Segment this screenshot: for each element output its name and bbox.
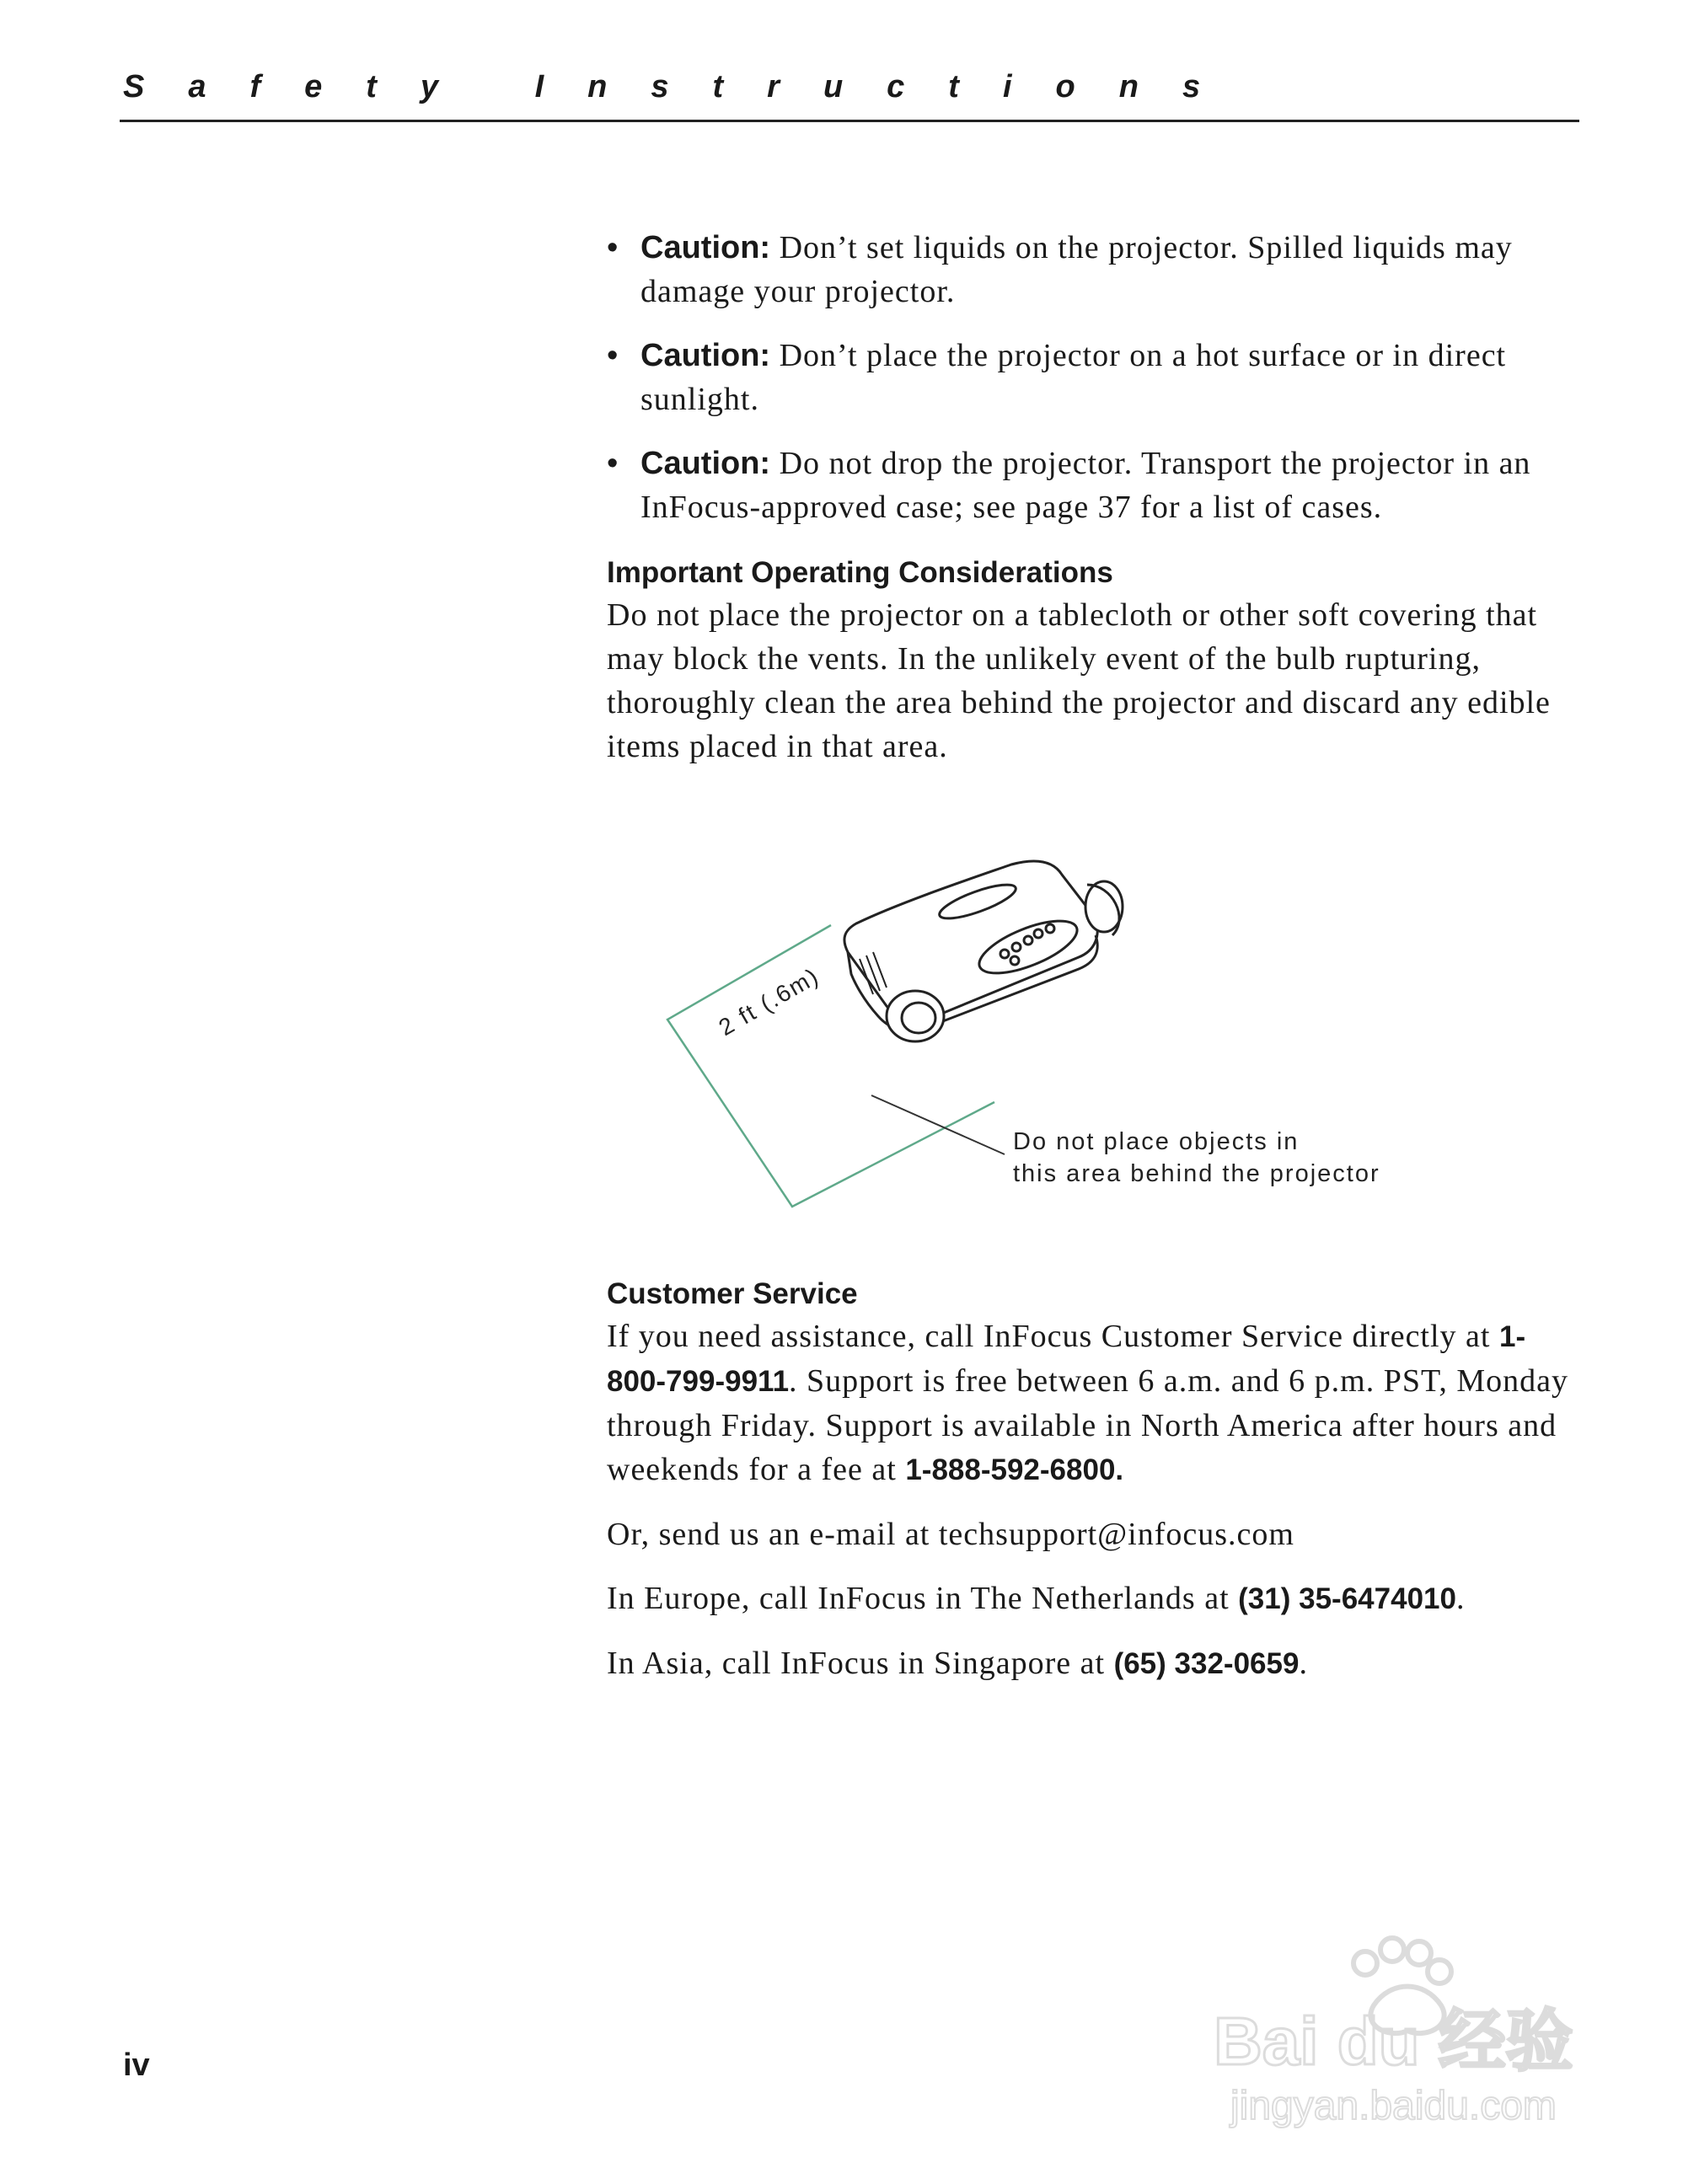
europe-text: In Europe, call InFocus in The Netherlands at (607, 1581, 1239, 1616)
asia-text: In Asia, call InFocus in Singapore at (607, 1646, 1114, 1681)
caution-item-liquids (607, 226, 1584, 313)
phone-number-us: 1-800-799-9911 (607, 1320, 1526, 1398)
operating-heading: Important Operating Considerations (607, 556, 1113, 589)
asia-line (607, 1641, 1584, 1686)
svg-text:jingyan.baidu.com: jingyan.baidu.com (1230, 2084, 1557, 2128)
caution-label: Caution: (640, 230, 771, 265)
caution-label: Caution: (640, 446, 771, 481)
caution-item-hot-surface (607, 334, 1584, 421)
main-content (607, 226, 1584, 768)
operating-body: Do not place the projector on a tablecloth or other soft covering that may block the vents. In the unlikely event of the bulb rupturing, thoroughly clean the area behind the projector and discard any edible items placed in that area. (607, 597, 1551, 764)
callout-text (1013, 1126, 1380, 1190)
dimension-label: 2 ft (.6m) (714, 962, 824, 1041)
page-number: iv (123, 2048, 150, 2083)
caution-item-drop (607, 442, 1584, 529)
cs-text-1: If you need assistance, call InFocus Customer Service directly at (607, 1319, 1499, 1354)
bullet-icon: • (607, 230, 619, 265)
header-rule (120, 120, 1579, 122)
caution-label: Caution: (640, 338, 771, 373)
europe-line (607, 1576, 1584, 1621)
svg-text:Bai du 经验: Bai du 经验 (1214, 2004, 1573, 2079)
callout-leader-line (871, 1095, 1005, 1154)
phone-number-europe: (31) 35-6474010 (1238, 1582, 1456, 1615)
caution-list (607, 226, 1584, 529)
projector-icon (844, 861, 1123, 1041)
running-head: Safety Instructions (123, 69, 1245, 104)
cs-text-2: . Support is free between 6 a.m. and 6 p.m. PST, Monday through Friday. Support is available in North America after hours and weekends for a fee at (607, 1363, 1569, 1487)
bullet-icon: • (607, 338, 619, 373)
customer-service-body (607, 1314, 1584, 1492)
customer-service-section (607, 1274, 1584, 1686)
caution-text: Don’t set liquids on the projector. Spilled liquids may damage your projector. (640, 230, 1513, 309)
caution-text: Don’t place the projector on a hot surface or in direct sunlight. (640, 338, 1507, 417)
customer-service-heading: Customer Service (607, 1277, 858, 1310)
projector-illustration (657, 851, 1416, 1222)
caution-text: Do not drop the projector. Transport the projector in an InFocus-approved case; see page 37 for a list of cases. (640, 446, 1531, 525)
europe-period: . (1455, 1581, 1466, 1616)
baidu-watermark-logo (1197, 1913, 1618, 2132)
email-line: Or, send us an e-mail at techsupport@infocus.com (607, 1517, 1294, 1552)
bullet-icon: • (607, 446, 619, 481)
callout-line-1: Do not place objects in (1013, 1128, 1300, 1155)
phone-number-asia: (65) 332-0659 (1113, 1647, 1300, 1680)
asia-period: . (1299, 1646, 1308, 1681)
callout-line-2: this area behind the projector (1013, 1160, 1380, 1187)
phone-number-after-hours: 1-888-592-6800. (905, 1453, 1124, 1486)
